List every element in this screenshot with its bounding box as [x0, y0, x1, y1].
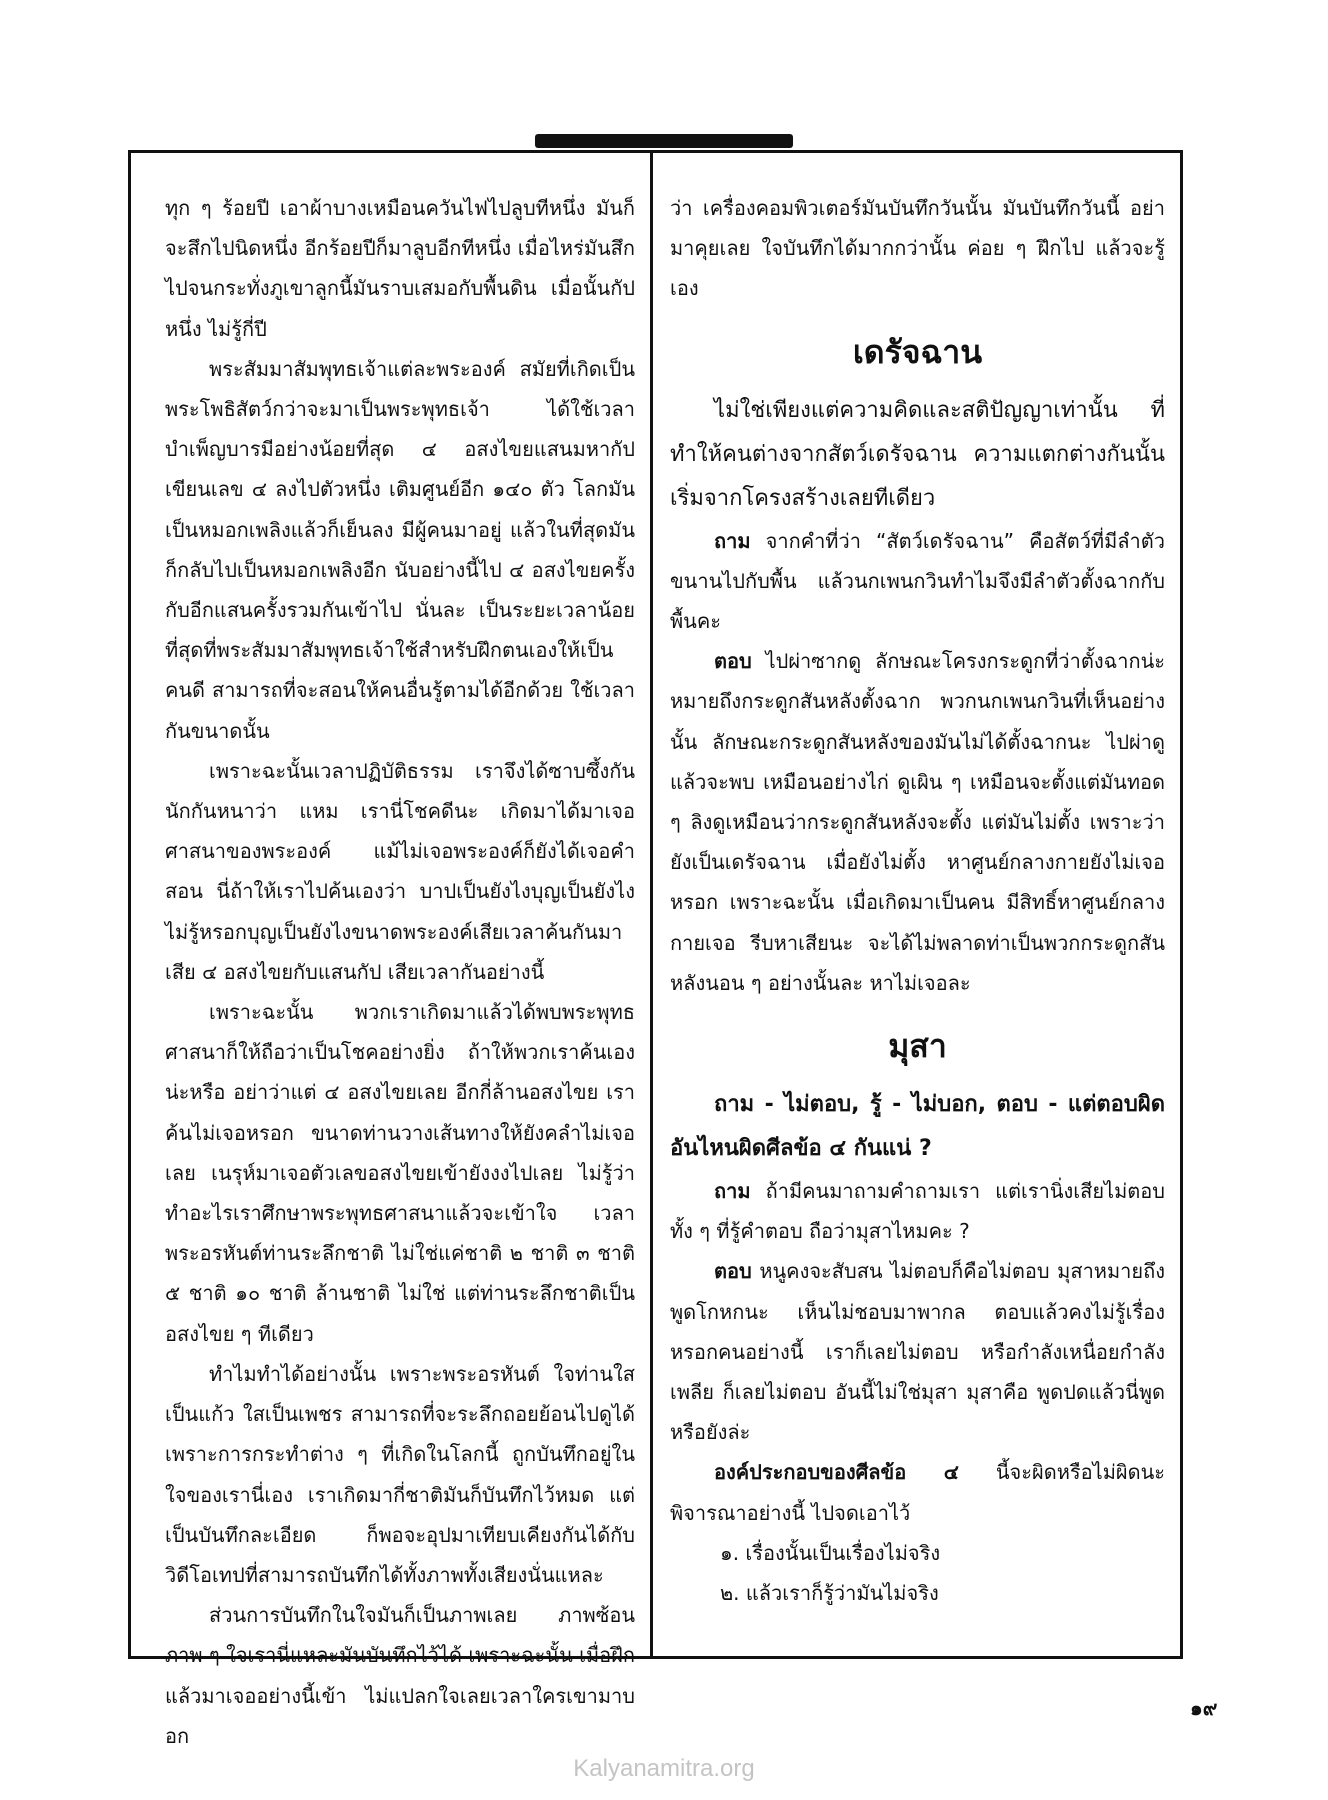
- components-text: นี้จะผิดหรือไม่ผิดนะ พิจารณาอย่างนี้ ไปจดเอาไว้: [670, 1460, 1165, 1525]
- section-heading-musa: มุสา: [888, 1027, 947, 1066]
- page-number: ๑๙: [1190, 1696, 1218, 1720]
- paragraph: ทำไมทำได้อย่างนั้น เพราะพระอรหันต์ ใจท่านใสเป็นแก้ว ใสเป็นเพชร สามารถที่จะระลึกถอยย้อนไปดูได้ เพราะการกระทำต่าง ๆ ที่เกิดในโลกนี้ ถูกบันทึกอยู่ในใจของเรานี่เอง เราเกิดมากี่ชาติมันก็บันทึกไว้หมด แต่เป็นบันทึกละเอียด ก็พอจะอุปมาเทียบเคียงกันได้กับวิดีโอเทปที่สามารถบันทึกได้ทั้งภาพทั้งเสียงนั่นแหละ: [165, 1361, 635, 1587]
- question-label: ถาม: [714, 528, 751, 553]
- list-item: ๒. แล้วเราก็รู้ว่ามันไม่จริง: [720, 1581, 939, 1606]
- question-paragraph: [670, 1171, 1165, 1251]
- answer-label: ตอบ: [714, 1259, 752, 1284]
- section-lead: ไม่ใช่เพียงแต่ความคิดและสติปัญญาเท่านั้น ที่ทำให้คนต่างจากสัตว์เดรัจฉาน ความแตกต่างกันนั้น เริ่มจากโครงสร้างเลยทีเดียว: [670, 397, 1165, 511]
- components-paragraph: [670, 1452, 1165, 1532]
- list-item: ๑. เรื่องนั้นเป็นเรื่องไม่จริง: [720, 1540, 941, 1565]
- answer-text: หนูคงจะสับสน ไม่ตอบก็คือไม่ตอบ มุสาหมายถึง พูดโกหกนะ เห็นไม่ชอบมาพากล ตอบแล้วคงไม่รู้เรื่องหรอกคนอย่างนี้ เราก็เลยไม่ตอบ หรือกำลังเหนื่อยกำลังเพลีย ก็เลยไม่ตอบ อันนี้ไม่ใช่มุสา มุสาคือ พูดปดแล้วนี่พูดหรือยังล่ะ: [670, 1259, 1165, 1445]
- paragraph: ทุก ๆ ร้อยปี เอาผ้าบางเหมือนควันไฟไปลูบทีหนึ่ง มันก็จะสึกไปนิดหนึ่ง อีกร้อยปีก็มาลูบอีกทีหนึ่ง เมื่อไหร่มันสึกไปจนกระทั่งภูเขาลูกนี้มันราบเสมอกับพื้นดิน เมื่อนั้นกัปหนึ่ง ไม่รู้กี่ปี: [165, 196, 635, 341]
- right-column: [670, 188, 1165, 1613]
- top-decorative-bar: [535, 134, 793, 148]
- answer-paragraph: [670, 641, 1165, 1003]
- answer-text: ไปผ่าซากดู ลักษณะโครงกระดูกที่ว่าตั้งฉากน่ะ หมายถึงกระดูกสันหลังตั้งฉาก พวกนกเพนกวินที่เห็นอย่างนั้น ลักษณะกระดูกสันหลังของมันไม่ได้ตั้งฉากนะ ไปผ่าดูแล้วจะพบ เหมือนอย่างไก่ ดูเผิน ๆ เหมือนจะตั้งแต่มันทอด ๆ ลิงดูเหมือนว่ากระดูกสันหลังจะตั้ง แต่มันไม่ตั้ง เพราะว่ายังเป็นเดรัจฉาน เมื่อยังไม่ตั้ง หาศูนย์กลางกายยังไม่เจอหรอก เพราะฉะนั้น เมื่อเกิดมาเป็นคน มีสิทธิ์หาศูนย์กลางกายเจอ รีบหาเสียนะ จะได้ไม่พลาดท่าเป็นพวกกระดูกสันหลังนอน ๆ อย่างนั้นละ หาไม่เจอละ: [670, 649, 1165, 995]
- question-label: ถาม: [714, 1179, 751, 1204]
- paragraph: เพราะฉะนั้นเวลาปฏิบัติธรรม เราจึงได้ซาบซึ้งกันนักกันหนาว่า แหม เรานี่โชคดีนะ เกิดมาได้มาเจอศาสนาของพระองค์ แม้ไม่เจอพระองค์ก็ยังได้เจอคำสอน นี่ถ้าให้เราไปค้นเองว่า บาปเป็นยังไงบุญเป็นยังไง ไม่รู้หรอกบุญเป็นยังไงขนาดพระองค์เสียเวลาค้นกันมาเสีย ๔ อสงไขยกับแสนกัป เสียเวลากันอย่างนี้: [165, 758, 635, 984]
- question-text: จากคำที่ว่า “สัตว์เดรัจฉาน” คือสัตว์ที่มีลำตัวขนานไปกับพื้น แล้วนกเพนกวินทำไมจึงมีลำตัวตั้งฉากกับพื้นคะ: [670, 528, 1166, 634]
- column-divider: [650, 150, 653, 1659]
- intro-paragraph: ว่า เครื่องคอมพิวเตอร์มันบันทึกวันนั้น มันบันทึกวันนี้ อย่ามาคุยเลย ใจบันทึกได้มากกว่านั้น ค่อย ๆ ฝึกไป แล้วจะรู้เอง: [670, 196, 1165, 301]
- answer-paragraph: [670, 1251, 1165, 1452]
- answer-label: ตอบ: [714, 649, 752, 674]
- question-paragraph: [670, 521, 1165, 642]
- components-label: องค์ประกอบของศีลข้อ ๔: [714, 1460, 959, 1485]
- watermark: Kalyanamitra.org: [573, 1755, 755, 1782]
- left-column: [165, 188, 635, 1756]
- paragraph: พระสัมมาสัมพุทธเจ้าแต่ละพระองค์ สมัยที่เกิดเป็นพระโพธิสัตว์กว่าจะมาเป็นพระพุทธเจ้า ได้ใช้เวลาบำเพ็ญบารมีอย่างน้อยที่สุด ๔ อสงไขยแสนมหากัป เขียนเลข ๔ ลงไปตัวหนึ่ง เติมศูนย์อีก ๑๔๐ ตัว โลกมันเป็นหมอกเพลิงแล้วก็เย็นลง มีผู้คนมาอยู่ แล้วในที่สุดมันก็กลับไปเป็นหมอกเพลิงอีก นับอย่างนี้ไป ๔ อสงไขยครั้ง กับอีกแสนครั้งรวมกันเข้าไป นั่นละ เป็นระยะเวลาน้อยที่สุดที่พระสัมมาสัมพุทธเจ้าใช้สำหรับฝึกตนเองให้เป็นคนดี สามารถที่จะสอนให้คนอื่นรู้ตามได้อีกด้วย ใช้เวลากันขนาดนั้น: [165, 356, 635, 743]
- section-lead: ถาม - ไม่ตอบ, รู้ - ไม่บอก, ตอบ - แต่ตอบผิด อันไหนผิดศีลข้อ ๔ กันแน่ ?: [670, 1092, 1165, 1162]
- paragraph: ส่วนการบันทึกในใจมันก็เป็นภาพเลย ภาพซ้อนภาพ ๆ ใจเรานี่แหละมันบันทึกไว้ได้ เพราะฉะนั้น เมื่อฝึกแล้วมาเจออย่างนี้เข้า ไม่แปลกใจเลยเวลาใครเขามาบอก: [165, 1603, 635, 1748]
- section-heading-deratchan: เดรัจฉาน: [852, 332, 983, 371]
- question-text: ถ้ามีคนมาถามคำถามเรา แต่เรานิ่งเสียไม่ตอบ ทั้ง ๆ ที่รู้คำตอบ ถือว่ามุสาไหมคะ ?: [670, 1179, 1165, 1244]
- paragraph: เพราะฉะนั้น พวกเราเกิดมาแล้วได้พบพระพุทธศาสนาก็ให้ถือว่าเป็นโชคอย่างยิ่ง ถ้าให้พวกเราค้นเองน่ะหรือ อย่าว่าแต่ ๔ อสงไขยเลย อีกกี่ล้านอสงไขย เราค้นไม่เจอหรอก ขนาดท่านวางเส้นทางให้ยังคลำไม่เจอเลย เนรุห์มาเจอตัวเลขอสงไขยเข้ายังงงไปเลย ไม่รู้ว่าทำอะไรเราศึกษาพระพุทธศาสนาแล้วจะเข้าใจ เวลาพระอรหันต์ท่านระลึกชาติ ไม่ใช่แค่ชาติ ๒ ชาติ ๓ ชาติ ๕ ชาติ ๑๐ ชาติ ล้านชาติ ไม่ใช่ แต่ท่านระลึกชาติเป็นอสงไขย ๆ ทีเดียว: [165, 1000, 635, 1346]
